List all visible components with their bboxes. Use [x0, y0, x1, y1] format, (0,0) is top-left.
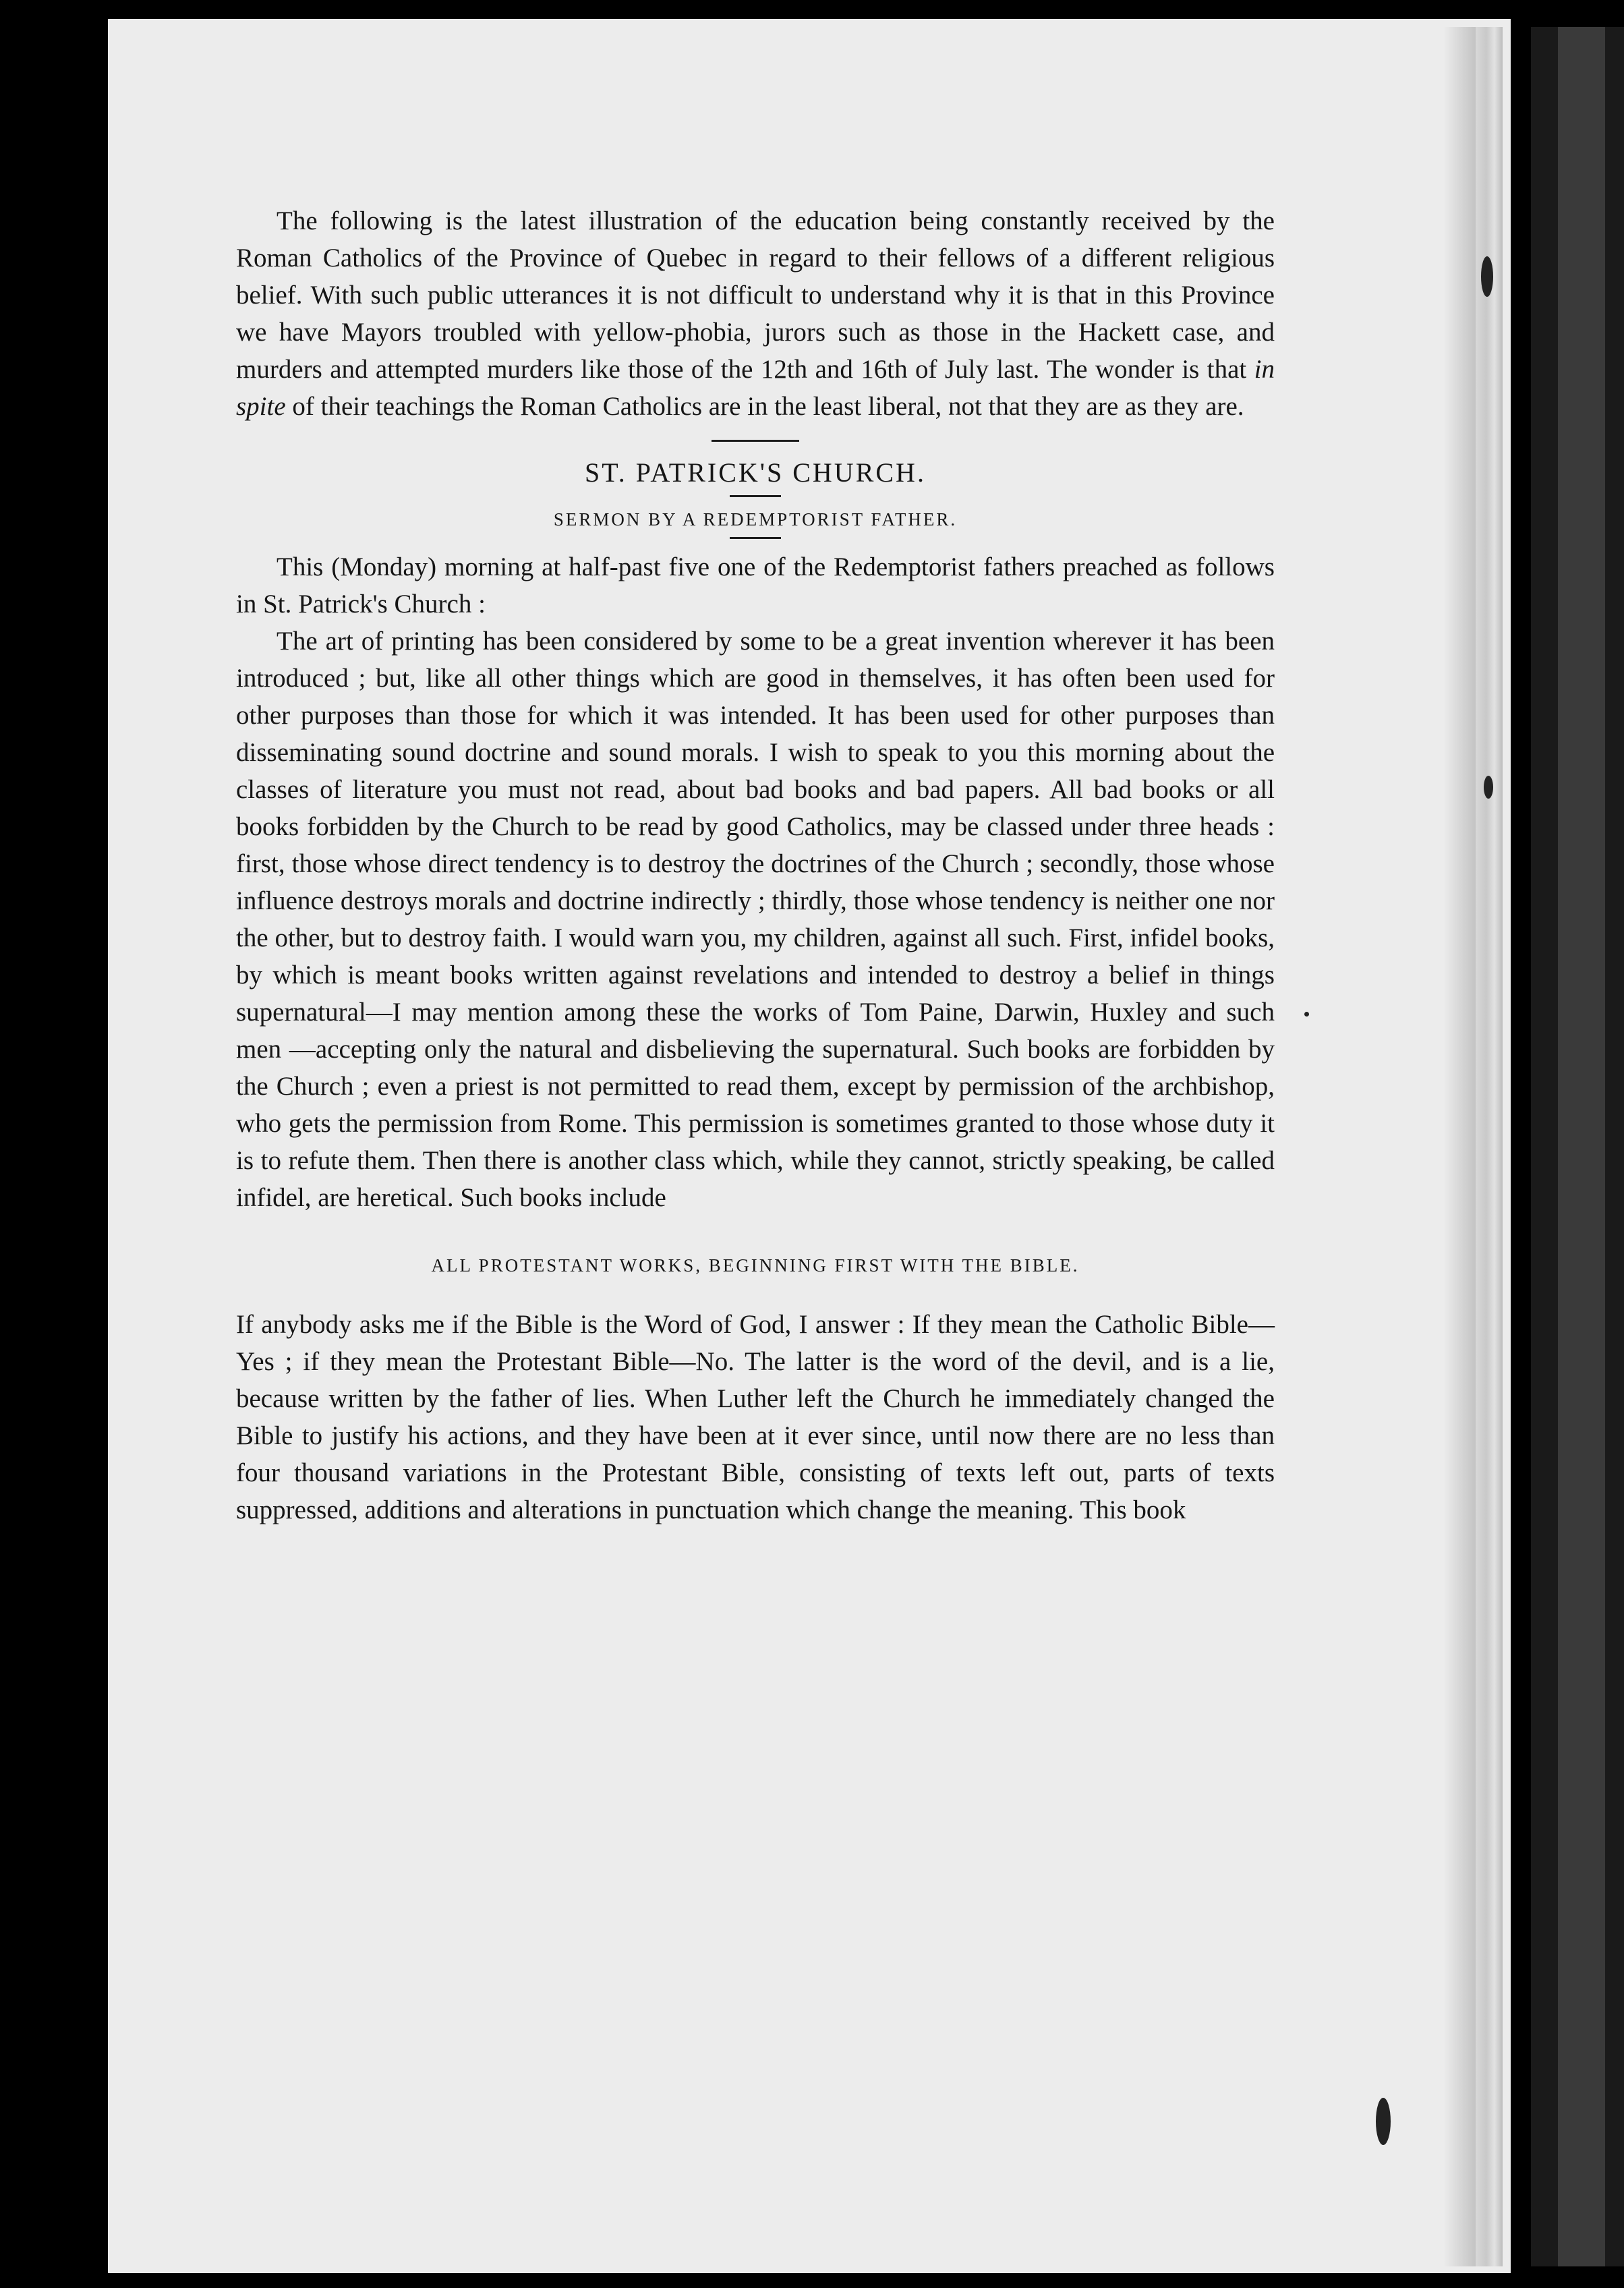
divider-rule — [712, 440, 799, 442]
subtitle-rule — [730, 537, 781, 539]
scan-speck — [1376, 2098, 1391, 2145]
article-content — [236, 202, 1275, 1528]
fold-shadow — [1443, 27, 1477, 2266]
scan-speck — [1484, 776, 1493, 799]
sermon-title: SERMON BY A REDEMPTORIST FATHER. — [553, 509, 958, 530]
intro-emphasis: in spite — [236, 355, 1275, 421]
church-title: ST. PATRICK'S CHURCH. — [585, 457, 926, 488]
page-edge — [1476, 27, 1503, 2266]
section-heading: ALL PROTESTANT WORKS, BEGINNING FIRST WITH THE BIBLE. — [431, 1255, 1080, 1276]
sermon-intro-paragraph: This (Monday) morning at half-past five one of the Redemptorist fathers preached as follows in St. Patrick's Church : — [236, 552, 1275, 619]
intro-text-end: of their teachings the Roman Catholics are in the least liberal, not that they are as they are. — [285, 392, 1244, 421]
scan-speck — [1481, 256, 1493, 297]
adjacent-page-strip — [1531, 27, 1624, 2266]
sermon-body-paragraph: The art of printing has been considered by some to be a great invention wherever it has been introduced ; but, like all other things which are good in themselves, it has often been used for other purposes than those for which it was intended. It has been used for other purposes than disseminating sound doctrine and sound morals. I wish to speak to you this morning about the classes of literature you must not read, about bad books and bad papers. All bad books or all books forbidden by the Church to be read by good Catholics, may be classed under three heads : first, those whose direct tendency is to destroy the doctrines of the Church ; secondly, those whose influence destroys morals and doctrine indirectly ; thirdly, those whose tendency is neither one nor the other, but to destroy faith. I would warn you, my children, against all such. First, infidel books, by which is meant books written against revelations and intended to destroy a belief in things supernatural—I may mention among these the works of Tom Paine, Darwin, Huxley and such men —accepting only the natural and disbelieving the supernatural. Such books are forbidden by the Church ; even a priest is not permitted to read them, except by permission of the archbishop, who gets the permission from Rome. This permission is sometimes granted to those whose duty it is to refute them. Then there is another class which, while they cannot, strictly speaking, be called infidel, are heretical. Such books include — [236, 627, 1275, 1212]
bible-paragraph: If anybody asks me if the Bible is the Word of God, I answer : If they mean the Catholic Bible—Yes ; if they mean the Protestant Bible—No. The latter is the word of the devil, and is a lie, because written by the father of lies. When Luther left the Church he immediately changed the Bible to justify his actions, and they have been at it ever since, until now there are no less than four thousand variations in the Protestant Bible, consisting of texts left out, parts of texts suppressed, additions and alterations in punctuation which change the meaning. This book — [236, 1310, 1275, 1524]
intro-text-start: The following is the latest illustration of the education being constantly received by the Roman Catholics of the Province of Quebec in regard to their fellows of a different religious belief. With such public utterances it is not difficult to understand why it is that in this Province we have Mayors troubled with yellow-phobia, jurors such as those in the Hackett case, and murders and attempted murders like those of the 12th and 16th of July last. The wonder is that — [236, 206, 1275, 384]
title-rule — [730, 495, 781, 497]
scan-speck — [1304, 1012, 1309, 1017]
intro-paragraph — [236, 202, 1275, 425]
